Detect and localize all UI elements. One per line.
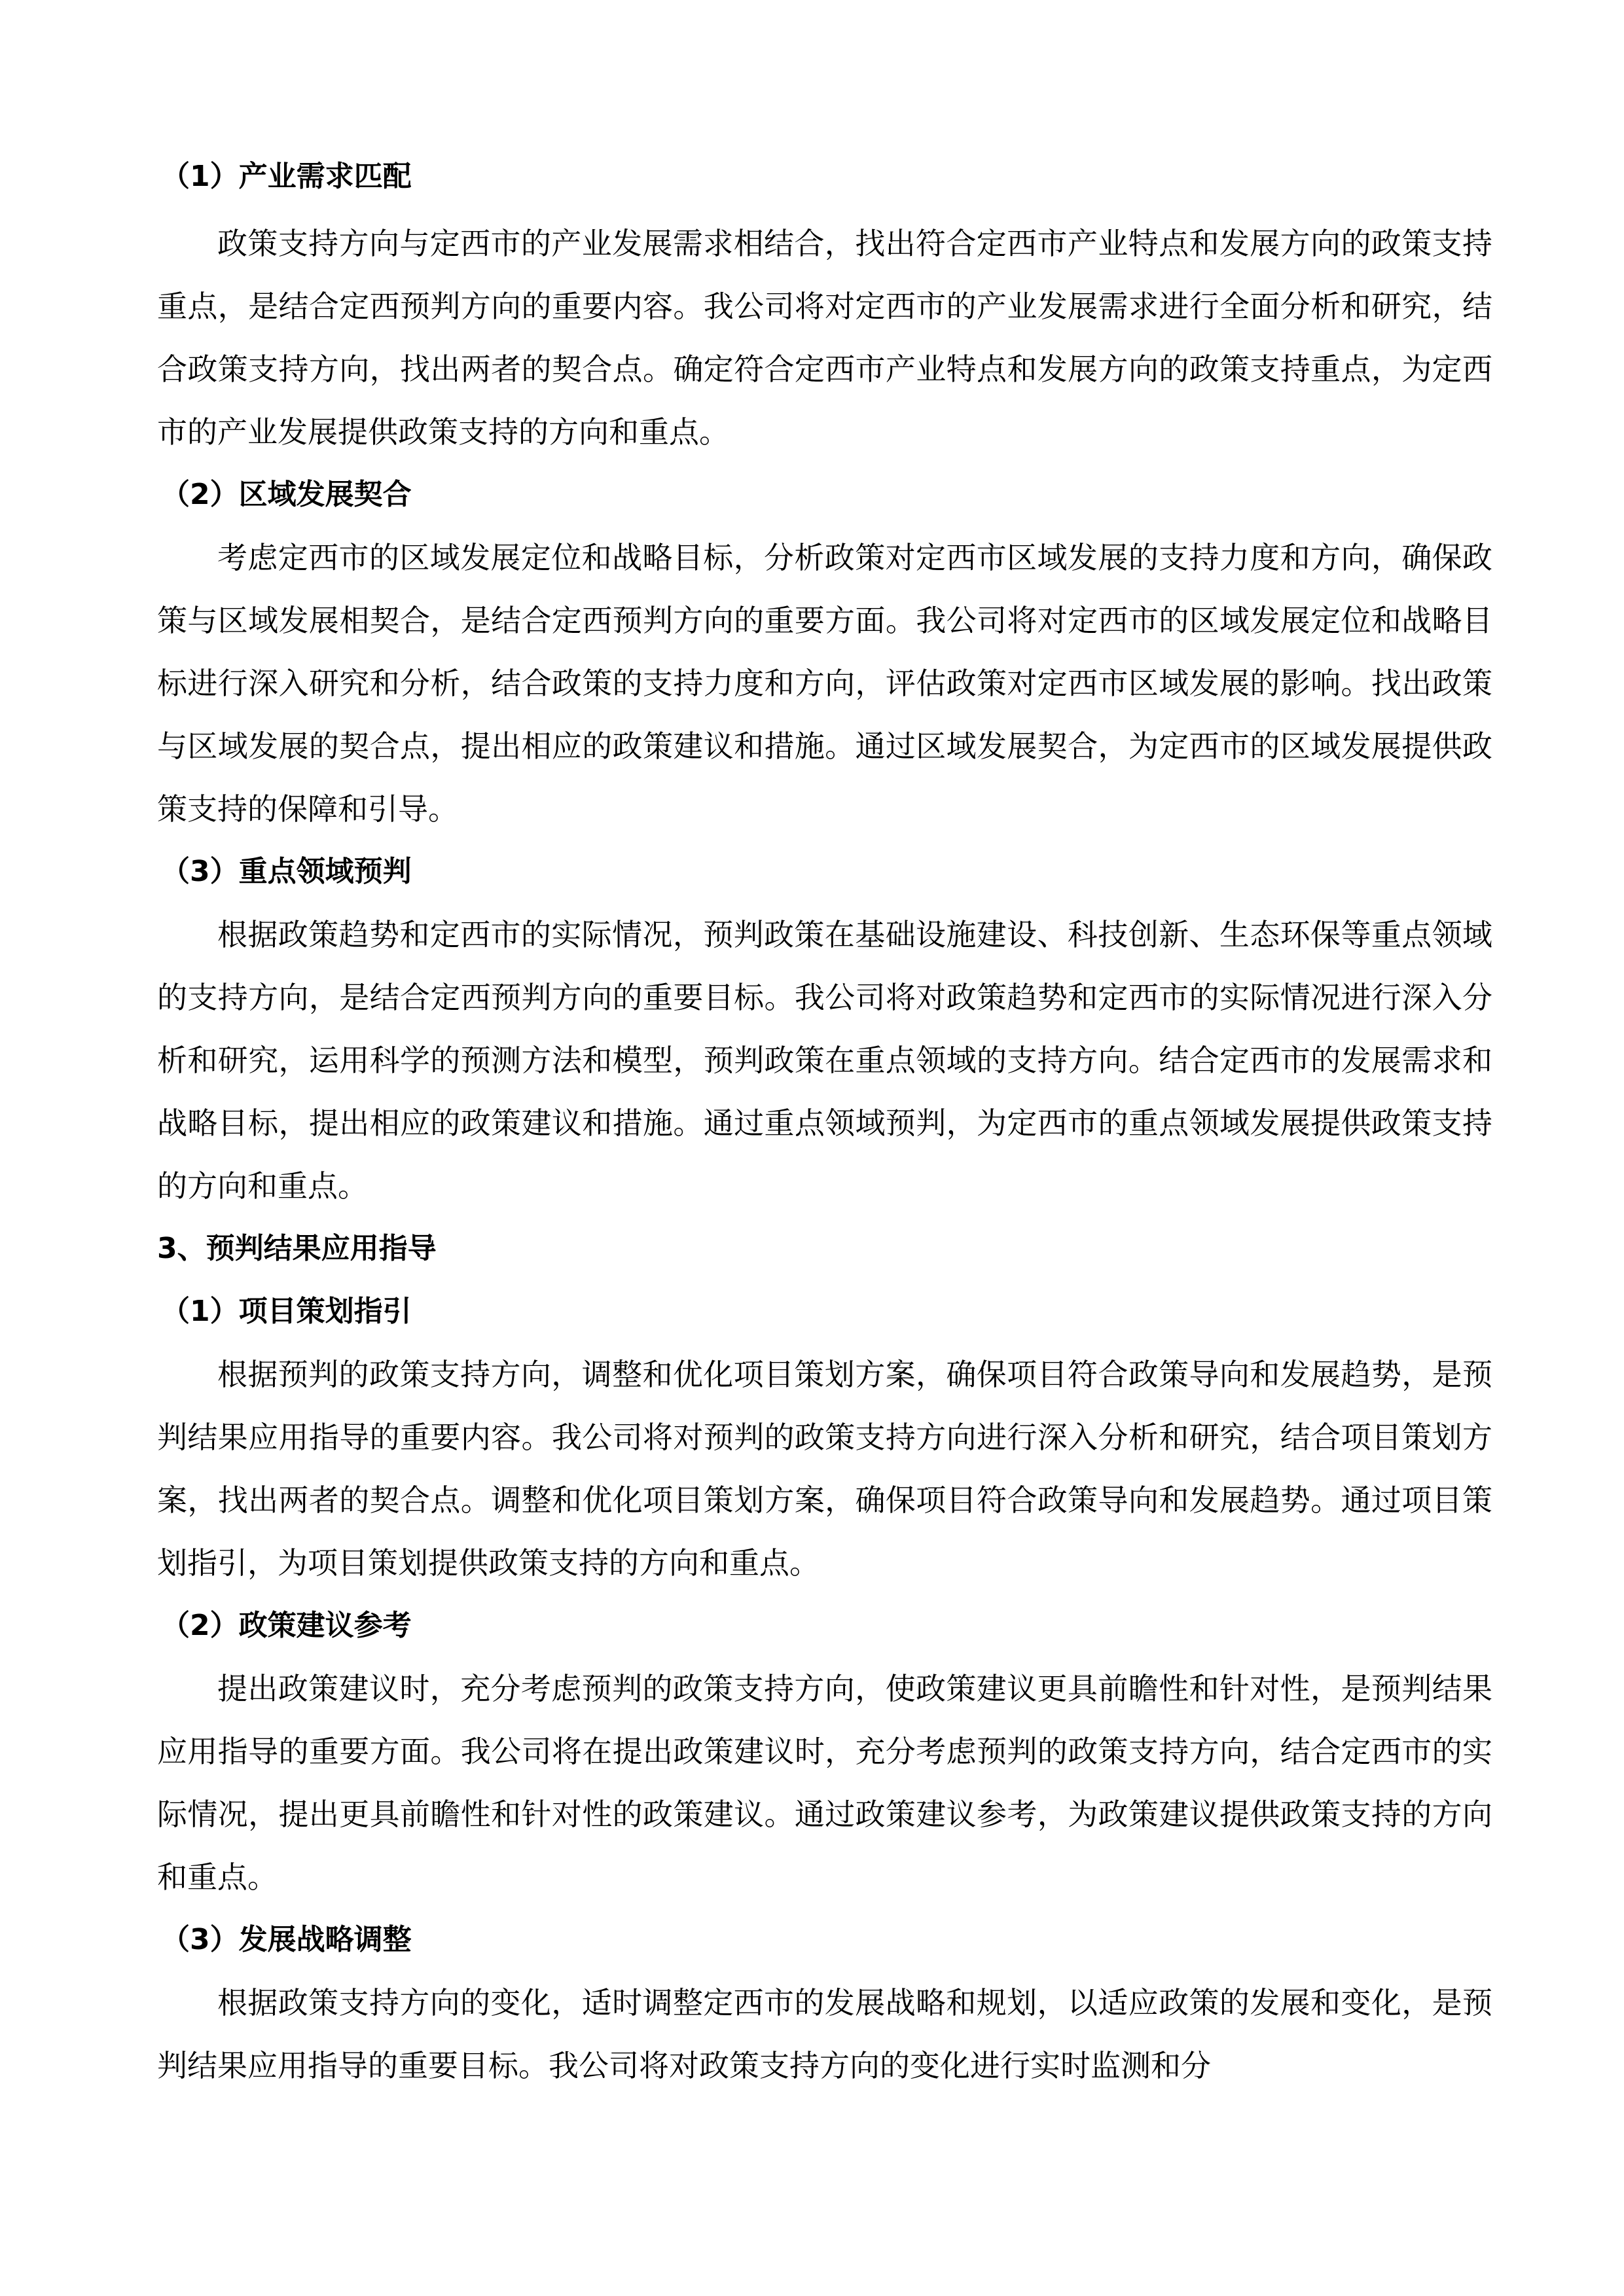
- paragraph-industry-demand-match: 政策支持方向与定西市的产业发展需求相结合，找出符合定西市产业特点和发展方向的政策支持重点，是结合定西预判方向的重要内容。我公司将对定西市的产业发展需求进行全面分析和研究，结合政策支持方向，找出两者的契合点。确定符合定西市产业特点和发展方向的政策支持重点，为定西市的产业发展提供政策支持的方向和重点。: [157, 226, 1492, 450]
- page-content: [157, 145, 1492, 2097]
- paragraph-regional-development-fit: 考虑定西市的区域发展定位和战略目标，分析政策对定西市区域发展的支持力度和方向，确保政策与区域发展相契合，是结合定西预判方向的重要方面。我公司将对定西市的区域发展定位和战略目标进行深入研究和分析，结合政策的支持力度和方向，评估政策对定西市区域发展的影响。找出政策与区域发展的契合点，提出相应的政策建议和措施。通过区域发展契合，为定西市的区域发展提供政策支持的保障和引导。: [157, 540, 1492, 827]
- paragraph-policy-advice-reference: 提出政策建议时，充分考虑预判的政策支持方向，使政策建议更具前瞻性和针对性，是预判结果应用指导的重要方面。我公司将在提出政策建议时，充分考虑预判的政策支持方向，结合定西市的实际情况，提出更具前瞻性和针对性的政策建议。通过政策建议参考，为政策建议提供政策支持的方向和重点。: [157, 1671, 1492, 1895]
- paragraph-project-planning-guidance: 根据预判的政策支持方向，调整和优化项目策划方案，确保项目符合政策导向和发展趋势，是预判结果应用指导的重要内容。我公司将对预判的政策支持方向进行深入分析和研究，结合项目策划方案，找出两者的契合点。调整和优化项目策划方案，确保项目符合政策导向和发展趋势。通过项目策划指引，为项目策划提供政策支持的方向和重点。: [157, 1357, 1492, 1581]
- subheading-policy-advice-reference: （2）政策建议参考: [161, 1609, 412, 1642]
- paragraph-key-area-forecast: 根据政策趋势和定西市的实际情况，预判政策在基础设施建设、科技创新、生态环保等重点领域的支持方向，是结合定西预判方向的重要目标。我公司将对政策趋势和定西市的实际情况进行深入分析和研究，运用科学的预测方法和模型，预判政策在重点领域的支持方向。结合定西市的发展需求和战略目标，提出相应的政策建议和措施。通过重点领域预判，为定西市的重点领域发展提供政策支持的方向和重点。: [157, 917, 1492, 1204]
- subheading-strategy-adjustment: （3）发展战略调整: [161, 1923, 412, 1956]
- subheading-key-area-forecast: （3）重点领域预判: [161, 855, 412, 888]
- section-heading-forecast-application: 3、预判结果应用指导: [157, 1232, 437, 1265]
- subheading-industry-demand-match: （1）产业需求匹配: [161, 160, 412, 193]
- subheading-regional-development-fit: （2）区域发展契合: [161, 478, 412, 511]
- subheading-project-planning-guidance: （1）项目策划指引: [161, 1295, 412, 1328]
- paragraph-strategy-adjustment: 根据政策支持方向的变化，适时调整定西市的发展战略和规划，以适应政策的发展和变化，是预判结果应用指导的重要目标。我公司将对政策支持方向的变化进行实时监测和分: [157, 1985, 1492, 2083]
